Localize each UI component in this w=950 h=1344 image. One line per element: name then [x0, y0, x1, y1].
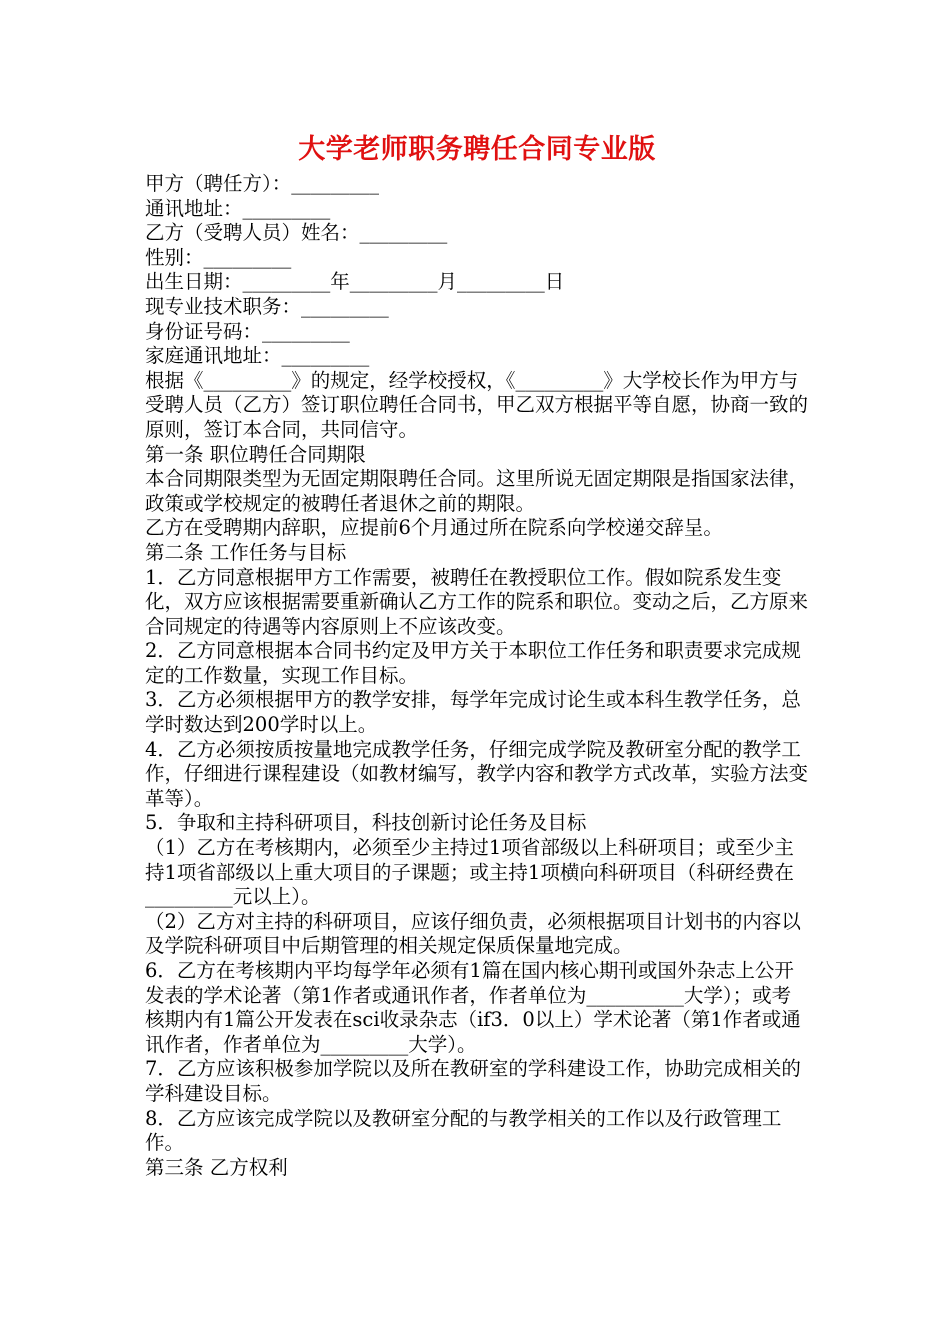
article-2-item-6: 6．乙方在考核期内平均每学年必须有1篇在国内核心期刊或国外杂志上公开发表的学术论著（第1作者或通讯作者，作者单位为__________大学）；或考核期内有1篇公开发表在sci收录杂志（if3．0以上）学术论著（第1作者或通讯作者，作者单位为_________大学）。: [145, 959, 801, 1056]
article-2-item-4: 4．乙方必须按质按量地完成教学任务，仔细完成学院及教研室分配的教学工作，仔细进行课程建设（如教材编写，教学内容和教学方式改革，实验方法变革等）。: [145, 737, 809, 810]
article-2-item-5-sub-2: （2）乙方对主持的科研项目，应该仔细负责，必须根据项目计划书的内容以及学院科研项目中后期管理的相关规定保质保量地完成。: [145, 909, 801, 958]
article-2-item-8: 8．乙方应该完成学院以及教研室分配的与教学相关的工作以及行政管理工作。: [145, 1106, 782, 1155]
article-2-item-3: 3．乙方必须根据甲方的教学安排，每学年完成讨论生或本科生教学任务，总学时数达到200学时以上。: [145, 688, 801, 737]
party-b-name-line: 乙方（受聘人员）姓名：_________: [145, 221, 448, 245]
preamble-paragraph: 根据《_________》的规定，经学校授权，《_________》大学校长作为甲方与受聘人员（乙方）签订职位聘任合同书，甲乙双方根据平等自愿，协商一致的原则，签订本合同，共同信守。: [145, 368, 809, 441]
article-1-heading: 第一条 职位聘任合同期限: [145, 442, 366, 466]
id-number-line: 身份证号码：_________: [145, 319, 350, 343]
document-body: [145, 172, 809, 1180]
article-2-item-1: 1．乙方同意根据甲方工作需要，被聘任在教授职位工作。假如院系发生变化，双方应该根据需要重新确认乙方工作的院系和职位。变动之后，乙方原来合同规定的待遇等内容原则上不应该改变。: [145, 565, 809, 638]
birth-date-line: 出生日期：_________年_________月_________日: [145, 270, 565, 294]
article-3-heading: 第三条 乙方权利: [145, 1155, 288, 1179]
document-title: 大学老师职务聘任合同专业版: [298, 134, 656, 165]
home-address-line: 家庭通讯地址：_________: [145, 344, 370, 368]
article-2-item-5-sub-1: （1）乙方在考核期内，必须至少主持过1项省部级以上科研项目；或至少主持1项省部级以上重大项目的子课题；或主持1项横向科研项目（科研经费在_________元以上）。: [145, 836, 794, 909]
article-2-item-2: 2．乙方同意根据本合同书约定及甲方关于本职位工作任务和职责要求完成规定的工作数量，实现工作目标。: [145, 639, 801, 687]
gender-line: 性别：_________: [145, 245, 292, 269]
article-1-paragraph-1: 本合同期限类型为无固定期限聘任合同。这里所说无固定期限是指国家法律，政策或学校规定的被聘任者退休之前的期限。: [145, 467, 809, 515]
document-page: [145, 128, 809, 1180]
article-2-item-7: 7．乙方应该积极参加学院以及所在教研室的学科建设工作，协助完成相关的学科建设目标。: [145, 1057, 801, 1105]
address-line: 通讯地址：_________: [145, 196, 331, 220]
article-2-item-5: 5．争取和主持科研项目，科技创新讨论任务及目标: [145, 811, 587, 835]
party-a-line: 甲方（聘任方）：_________: [145, 172, 380, 195]
article-1-paragraph-2: 乙方在受聘期内辞职，应提前6个月通过所在院系向学校递交辞呈。: [145, 516, 723, 540]
article-2-heading: 第二条 工作任务与目标: [145, 540, 347, 564]
current-title-line: 现专业技术职务：_________: [145, 294, 389, 318]
